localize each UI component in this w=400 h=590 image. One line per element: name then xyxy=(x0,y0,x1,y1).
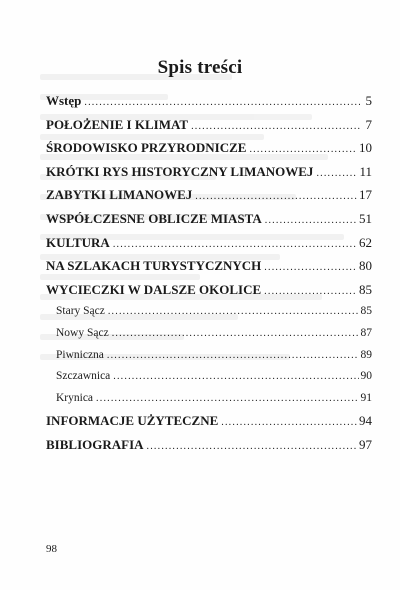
toc-entry xyxy=(46,141,372,165)
toc-entry xyxy=(46,438,372,462)
toc-entry-label: Wstęp xyxy=(46,93,82,108)
toc-entry-label: WSPÓŁCZESNE OBLICZE MIASTA xyxy=(46,210,262,226)
toc-entry-label: Stary Sącz xyxy=(56,305,105,318)
dot-leader xyxy=(112,329,359,339)
dot-leader xyxy=(316,169,357,179)
dot-leader xyxy=(195,192,357,202)
toc-entry-page: 10 xyxy=(359,140,372,156)
toc-entry-page: 97 xyxy=(359,436,372,452)
toc-entry-page: 90 xyxy=(360,370,372,383)
toc-entry-label: WYCIECZKI W DALSZE OKOLICE xyxy=(46,281,262,297)
toc-entry xyxy=(46,393,372,415)
toc-entry-page: 87 xyxy=(360,326,372,339)
toc-entry xyxy=(46,350,372,372)
toc-entry xyxy=(46,259,372,283)
toc-entry xyxy=(46,236,372,260)
toc-entry xyxy=(46,118,372,142)
toc-entry xyxy=(46,212,372,236)
toc-entry-label: Nowy Sącz xyxy=(56,326,109,339)
toc-entry xyxy=(46,328,372,350)
toc-entry-page: 85 xyxy=(359,281,372,297)
toc-entry-label: KRÓTKI RYS HISTORYCZNY LIMANOWEJ xyxy=(46,163,314,179)
toc-entry xyxy=(46,371,372,393)
toc-entry xyxy=(46,283,372,307)
dot-leader xyxy=(147,442,357,452)
toc-entry-page: 17 xyxy=(359,187,372,203)
toc-entry-label: Krynica xyxy=(56,391,94,404)
toc-entry-label: KULTURA xyxy=(46,234,110,250)
toc-entry-label: POŁOŻENIE I KLIMAT xyxy=(46,116,189,132)
dot-leader xyxy=(264,263,357,273)
toc-entry-label: Szczawnica xyxy=(56,370,111,383)
dot-leader xyxy=(107,351,359,361)
dot-leader xyxy=(249,145,357,155)
toc-entry-label: BIBLIOGRAFIA xyxy=(46,436,144,452)
dot-leader xyxy=(191,122,360,132)
dot-leader xyxy=(96,394,358,404)
toc-entry-label: NA SZLAKACH TURYSTYCZNYCH xyxy=(46,258,262,274)
toc-entry-page: 94 xyxy=(359,413,372,429)
toc-entry xyxy=(46,94,372,118)
toc-entry-label: INFORMACJE UŻYTECZNE xyxy=(46,413,219,429)
dot-leader xyxy=(264,287,357,297)
toc-entry-page: 11 xyxy=(359,163,372,179)
toc-entry xyxy=(46,188,372,212)
toc-entry-page: 5 xyxy=(365,93,372,108)
toc-entry-page: 51 xyxy=(359,210,372,226)
page-title: Spis treści xyxy=(157,57,243,78)
toc-entry-page: 85 xyxy=(360,305,372,318)
toc-entry xyxy=(46,306,372,328)
toc-entry-page: 80 xyxy=(359,258,372,274)
toc-entry-label: Piwniczna xyxy=(56,348,104,361)
toc-entry xyxy=(46,165,372,189)
toc-entry-label: ŚRODOWISKO PRZYRODNICZE xyxy=(46,140,247,156)
dot-leader xyxy=(265,216,357,226)
toc-entry-page: 62 xyxy=(359,234,372,250)
toc-entry-page: 89 xyxy=(360,348,372,361)
toc-entry-page: 91 xyxy=(360,391,372,404)
toc-entry-page: 7 xyxy=(365,116,372,132)
dot-leader xyxy=(221,418,357,428)
dot-leader xyxy=(113,240,357,250)
dot-leader xyxy=(108,307,359,317)
dot-leader xyxy=(113,372,358,382)
table-of-contents xyxy=(46,94,372,462)
page-number: 98 xyxy=(46,543,57,555)
toc-entry xyxy=(46,414,372,438)
dot-leader xyxy=(84,98,360,108)
toc-entry-label: ZABYTKI LIMANOWEJ xyxy=(46,187,193,203)
